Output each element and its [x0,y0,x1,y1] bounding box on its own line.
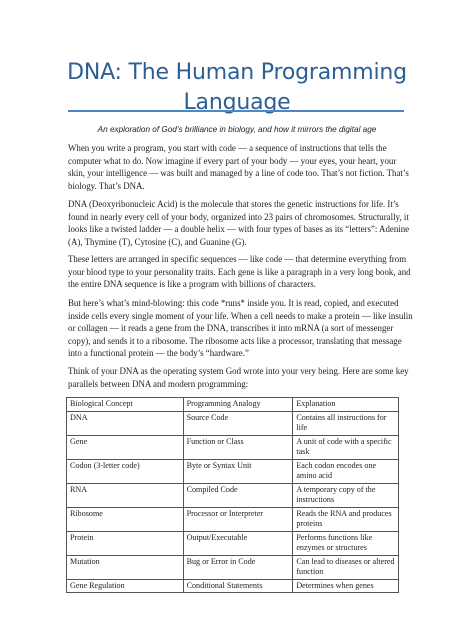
table-cell: Performs functions like enzymes or structures [293,531,399,555]
table-cell: Byte or Syntax Unit [183,459,293,483]
table-header-cell: Programming Analogy [183,398,293,412]
table-row [67,579,399,593]
table-row [67,411,399,435]
paragraph-code-runs: But here’s what’s mind-blowing: this code *runs* inside you. It is read, copied, and executed inside cells every single moment of your life. When a cell needs to make a protein — like insulin or collagen — it reads a gene from the DNA, transcribes it into mRNA (a sort of messenger copy), and sends it to a ribosome. The ribosome acts like a processor, translating that message into a functional protein — the body’s “hardware.” [68,298,413,359]
table-header-cell: Biological Concept [67,398,184,412]
table-cell: Compiled Code [183,483,293,507]
table-header-row [67,398,399,412]
paragraph-intro: When you write a program, you start with code — a sequence of instructions that tells the computer what to do. Now imagine if every part of your body — your eyes, your heart, your skin, your intelligence — was built and managed by a line of code too. That’s not fiction. That’s biology. That’s DNA. [68,143,409,191]
table-cell: Determines when genes [293,579,399,593]
table-cell: Mutation [67,555,184,579]
document-subtitle: An exploration of God’s brilliance in biology, and how it mirrors the digital age [97,125,377,134]
table-cell: Protein [67,531,184,555]
table-cell: Gene Regulation [67,579,184,593]
table-cell: DNA [67,411,184,435]
table-row [67,507,399,531]
table-cell: RNA [67,483,184,507]
table-cell: Gene [67,435,184,459]
title-underline [68,110,404,112]
table-cell: Function or Class [183,435,293,459]
table-row [67,531,399,555]
table-cell: Ribosome [67,507,184,531]
table-row [67,483,399,507]
table-cell: Processor or Interpreter [183,507,293,531]
table-cell: Bug or Error in Code [183,555,293,579]
table-cell: A temporary copy of the instructions [293,483,399,507]
document-title: DNA: The Human Programming Language [67,60,407,115]
table-cell: Output/Executable [183,531,293,555]
dna-programming-table [66,397,399,593]
table-header-cell: Explanation [293,398,399,412]
table-cell: Each codon encodes one amino acid [293,459,399,483]
table-cell: Reads the RNA and produces proteins [293,507,399,531]
paragraph-sequences: These letters are arranged in specific sequences — like code — that determine everything from your blood type to your personality traits. Each gene is like a paragraph in a very long book, and the entire DNA sequence is like a program with billions of characters. [68,254,411,290]
paragraph-operating-system: Think of your DNA as the operating system God wrote into your very being. Here are some key parallels between DNA and modern programming: [68,366,409,389]
table-cell: Source Code [183,411,293,435]
table-cell: Can lead to diseases or altered function [293,555,399,579]
table-row [67,555,399,579]
table-cell: Codon (3-letter code) [67,459,184,483]
paragraph-dna-definition: DNA (Deoxyribonucleic Acid) is the molecule that stores the genetic instructions for life. It’s found in nearly every cell of your body, organized into 23 pairs of chromosomes. Structurally, it looks like a twisted ladder — a double helix — with four types of bases as its “letters”: Adenine (A), Thymine (T), Cytosine (C), and Guanine (G). [68,199,410,247]
table-cell: Contains all instructions for life [293,411,399,435]
table-row [67,435,399,459]
table-cell: Conditional Statements [183,579,293,593]
table-cell: A unit of code with a specific task [293,435,399,459]
table-row [67,459,399,483]
